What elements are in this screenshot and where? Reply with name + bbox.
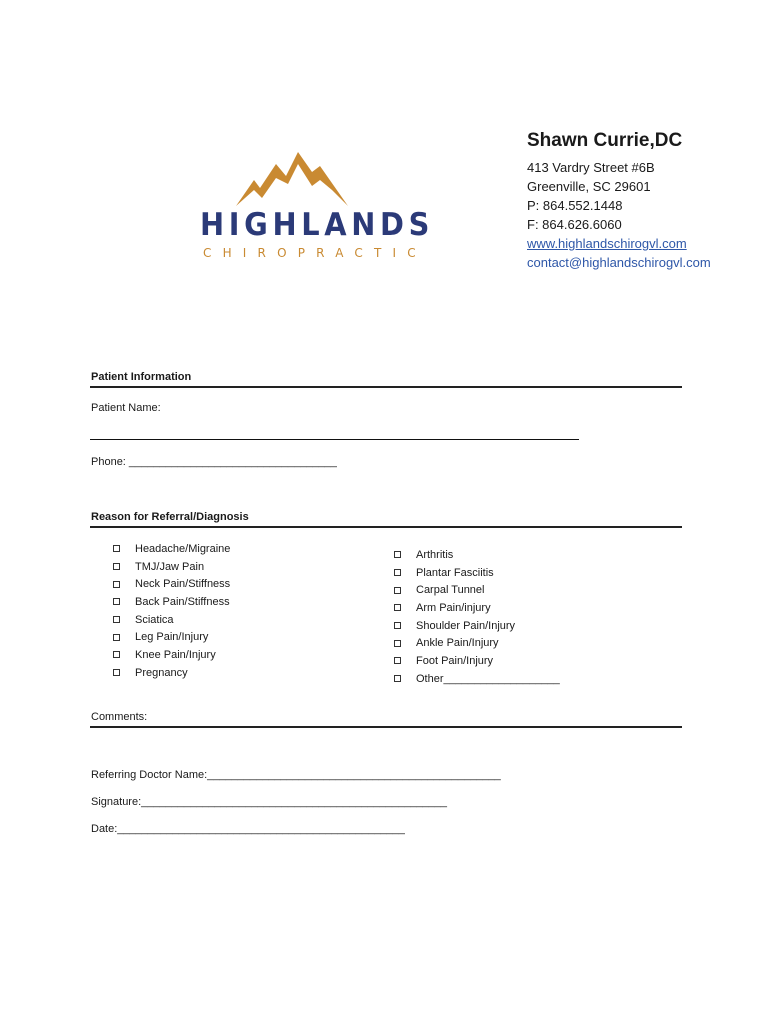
checkbox[interactable] — [113, 598, 120, 605]
list-item[interactable] — [394, 546, 560, 564]
referral-heading: Reason for Referral/Diagnosis — [91, 511, 249, 523]
logo-subtitle: CHIROPRACTIC — [203, 246, 427, 260]
contact-block — [527, 128, 767, 272]
checkbox[interactable] — [113, 669, 120, 676]
phone-number: P: 864.552.1448 — [527, 198, 623, 213]
list-item[interactable] — [394, 564, 560, 582]
list-item[interactable] — [113, 646, 230, 664]
checkbox-label: TMJ/Jaw Pain — [135, 560, 205, 573]
checkbox-label: Headache/Migraine — [135, 542, 231, 555]
logo-wordmark: HIGHLANDS — [200, 207, 435, 243]
fax-number: F: 864.626.6060 — [527, 217, 622, 232]
date-field[interactable]: Date:_______________________________________________ — [91, 823, 405, 835]
checkbox[interactable] — [394, 622, 401, 629]
checkbox[interactable] — [113, 563, 120, 570]
list-item[interactable] — [394, 599, 560, 617]
checkbox-label: Other___________________ — [416, 672, 560, 685]
checkbox[interactable] — [394, 657, 401, 664]
list-item[interactable] — [113, 540, 230, 558]
street-address: 413 Vardry Street #6B — [527, 160, 655, 175]
checkbox-label: Foot Pain/Injury — [416, 654, 494, 667]
list-item[interactable] — [394, 670, 560, 688]
checkbox-label: Sciatica — [135, 613, 174, 626]
city-state-zip: Greenville, SC 29601 — [527, 179, 651, 194]
checkbox[interactable] — [113, 616, 120, 623]
checkbox-label: Knee Pain/Injury — [135, 648, 216, 661]
phone-field[interactable]: Phone: __________________________________ — [91, 456, 337, 468]
comments-divider — [90, 726, 682, 728]
checkbox-label: Neck Pain/Stiffness — [135, 578, 231, 591]
checkbox-label: Plantar Fasciitis — [416, 566, 494, 579]
checkbox[interactable] — [113, 651, 120, 658]
list-item[interactable] — [113, 558, 230, 576]
list-item[interactable] — [394, 581, 560, 599]
checkbox[interactable] — [394, 640, 401, 647]
checkbox[interactable] — [113, 581, 120, 588]
list-item[interactable] — [394, 617, 560, 635]
checkbox[interactable] — [394, 675, 401, 682]
list-item[interactable] — [394, 634, 560, 652]
patient-info-heading: Patient Information — [91, 371, 192, 383]
checkbox[interactable] — [394, 587, 401, 594]
checkbox-label: Arthritis — [416, 548, 454, 561]
referral-right-list — [394, 546, 560, 688]
patient-name-label: Patient Name: — [91, 402, 161, 414]
list-item[interactable] — [113, 628, 230, 646]
list-item[interactable] — [113, 664, 230, 682]
checkbox-label: Shoulder Pain/Injury — [416, 619, 516, 632]
checkbox-label: Ankle Pain/Injury — [416, 637, 499, 650]
section-divider — [90, 526, 682, 528]
referral-left-list — [113, 540, 230, 682]
patient-name-field[interactable] — [90, 439, 579, 440]
checkbox[interactable] — [394, 551, 401, 558]
checkbox-label: Pregnancy — [135, 666, 188, 679]
checkbox-label: Carpal Tunnel — [416, 584, 485, 597]
checkbox[interactable] — [113, 545, 120, 552]
list-item[interactable] — [113, 593, 230, 611]
list-item[interactable] — [113, 575, 230, 593]
checkbox[interactable] — [113, 634, 120, 641]
section-divider — [90, 386, 682, 388]
highlands-logo — [200, 146, 435, 266]
list-item[interactable] — [394, 652, 560, 670]
checkbox-label: Back Pain/Stiffness — [135, 595, 230, 608]
comments-label: Comments: — [91, 711, 148, 723]
signature-field[interactable]: Signature:__________________________________________________ — [91, 796, 448, 808]
checkbox[interactable] — [394, 569, 401, 576]
referring-doctor-field[interactable]: Referring Doctor Name:________________________________________________ — [91, 769, 501, 781]
checkbox[interactable] — [394, 604, 401, 611]
email-link[interactable]: contact@highlandschirogvl.com — [527, 255, 711, 270]
list-item[interactable] — [113, 611, 230, 629]
doctor-name: Shawn Currie,DC — [527, 130, 683, 151]
checkbox-label: Arm Pain/injury — [416, 601, 491, 614]
mountain-icon — [236, 150, 348, 208]
checkbox-label: Leg Pain/Injury — [135, 631, 209, 644]
website-link[interactable]: www.highlandschirogvl.com — [527, 236, 687, 251]
